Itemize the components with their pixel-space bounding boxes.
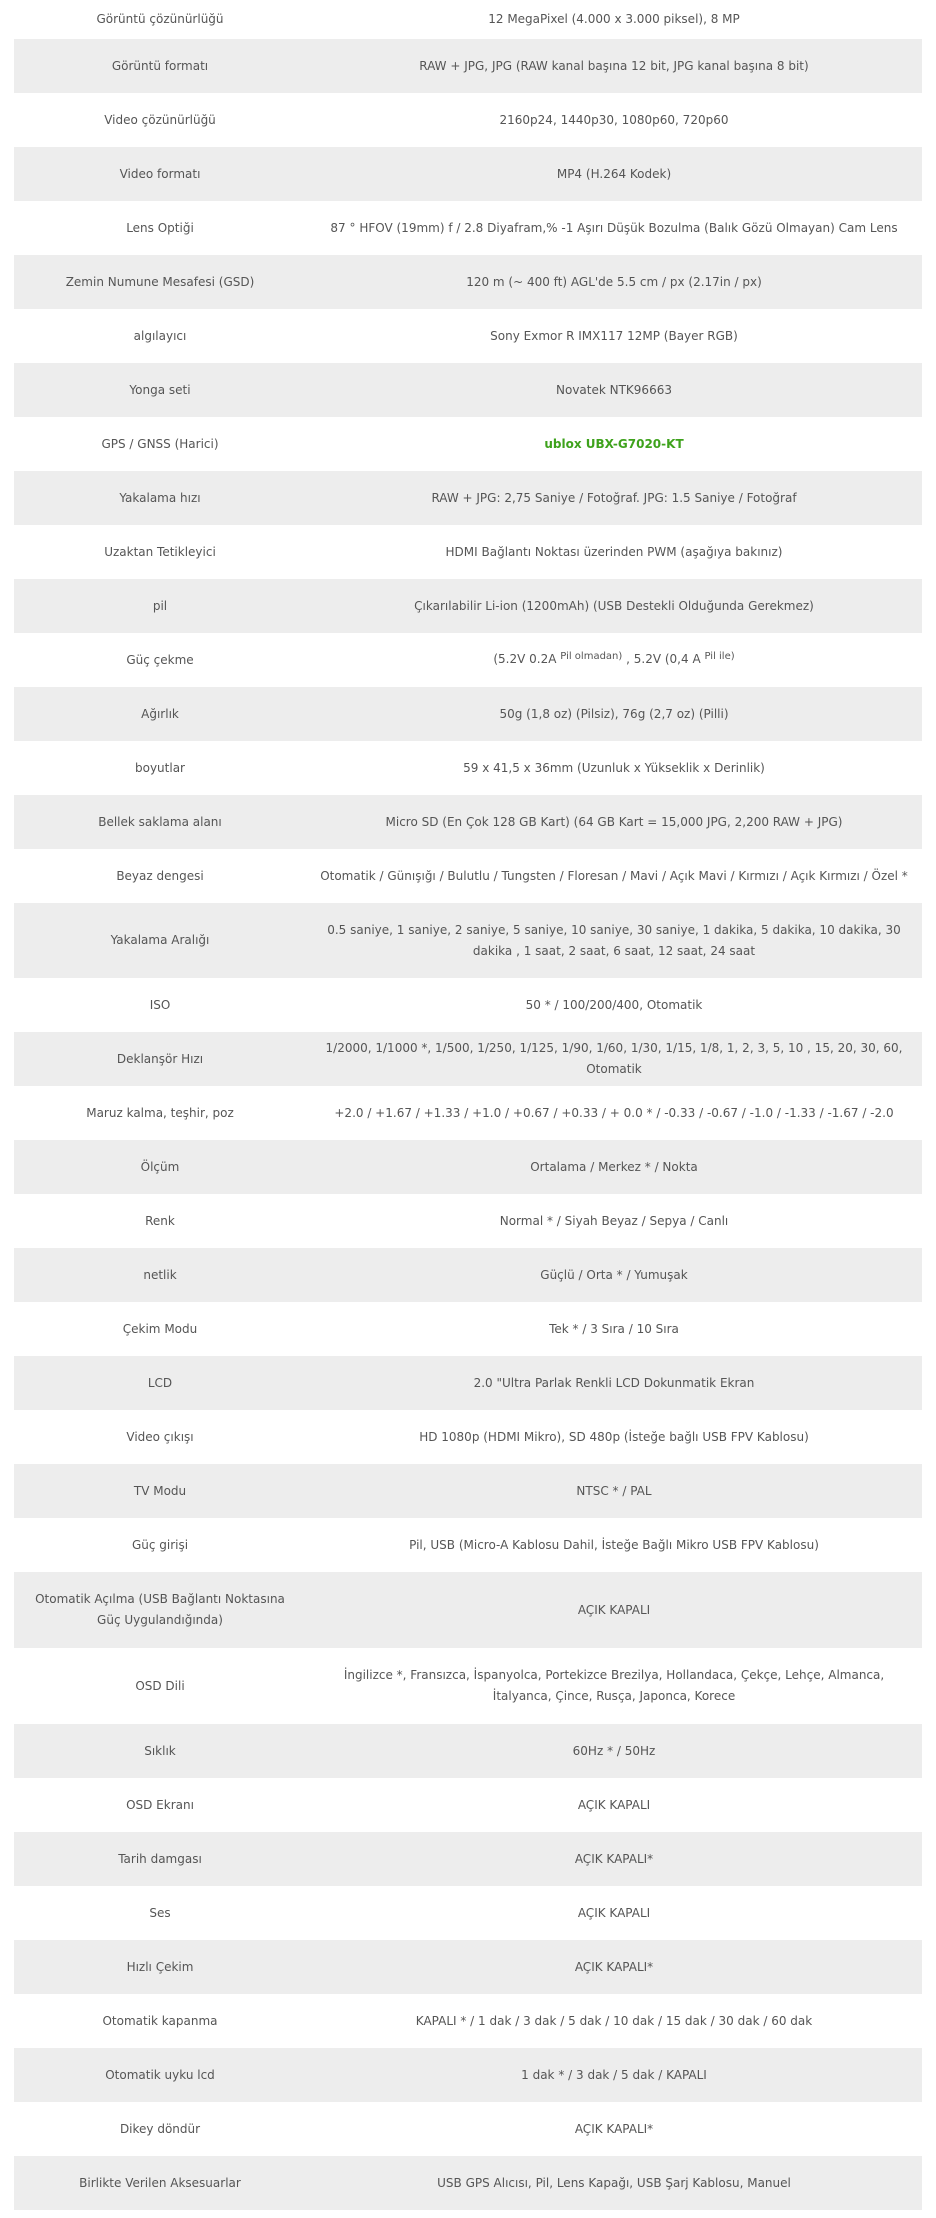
spec-value: HDMI Bağlantı Noktası üzerinden PWM (aşağıya bakınız) bbox=[445, 544, 783, 559]
spec-label: Ses bbox=[149, 1905, 171, 1920]
spec-label: Lens Optiği bbox=[126, 220, 194, 235]
spec-value bbox=[306, 434, 922, 455]
spec-value: AÇIK KAPALI* bbox=[574, 1851, 654, 1866]
spec-value: Pil, USB (Micro-A Kablosu Dahil, İsteğe Bağlı Mikro USB FPV Kablosu) bbox=[409, 1537, 819, 1552]
spec-value: 87 ° HFOV (19mm) f / 2.8 Diyafram,% -1 Aşırı Düşük Bozulma (Balık Gözü Olmayan) Cam Lens bbox=[330, 220, 898, 235]
spec-value: Normal * / Siyah Beyaz / Sepya / Canlı bbox=[499, 1213, 729, 1228]
power-draw-note: Pil olmadan) bbox=[560, 651, 623, 662]
table-row bbox=[14, 1572, 922, 1648]
spec-label: Deklanşör Hızı bbox=[116, 1051, 204, 1066]
table-row bbox=[14, 1648, 922, 1724]
spec-value: KAPALI * / 1 dak / 3 dak / 5 dak / 10 dak / 15 dak / 30 dak / 60 dak bbox=[415, 2013, 813, 2028]
spec-label: Güç girişi bbox=[131, 1537, 189, 1552]
spec-value: Sony Exmor R IMX117 12MP (Bayer RGB) bbox=[490, 328, 738, 343]
spec-label: Tarih damgası bbox=[118, 1851, 202, 1866]
spec-value: 59 x 41,5 x 36mm (Uzunluk x Yükseklik x Derinlik) bbox=[463, 760, 765, 775]
spec-value: +2.0 / +1.67 / +1.33 / +1.0 / +0.67 / +0.33 / + 0.0 * / -0.33 / -0.67 / -1.0 / -1.33 / -1.67 / -2.0 bbox=[334, 1105, 894, 1120]
table-row bbox=[14, 978, 922, 1032]
table-row bbox=[14, 1356, 922, 1410]
table-row bbox=[14, 1464, 922, 1518]
table-row bbox=[14, 579, 922, 633]
spec-label: Uzaktan Tetikleyici bbox=[104, 544, 216, 559]
spec-label: Görüntü formatı bbox=[111, 58, 209, 73]
spec-value: İngilizce *, Fransızca, İspanyolca, Portekizce Brezilya, Hollandaca, Çekçe, Lehçe, Almanca, İtalyanca, Çince, Rusça, Japonca, Korece bbox=[343, 1668, 885, 1703]
spec-label: Yonga seti bbox=[129, 382, 191, 397]
table-row bbox=[14, 687, 922, 741]
table-row bbox=[14, 147, 922, 201]
spec-value: Micro SD (En Çok 128 GB Kart) (64 GB Kart = 15,000 JPG, 2,200 RAW + JPG) bbox=[385, 814, 843, 829]
table-row bbox=[14, 1032, 922, 1086]
spec-value: 0.5 saniye, 1 saniye, 2 saniye, 5 saniye, 10 saniye, 30 saniye, 1 dakika, 5 dakika, 10 dakika, 30 dakika , 1 saat, 2 saat, 6 saat, 12 saat, 24 saat bbox=[327, 922, 901, 958]
spec-label: Renk bbox=[145, 1213, 175, 1228]
spec-value: Novatek NTK96663 bbox=[556, 382, 672, 397]
spec-label: Zemin Numune Mesafesi (GSD) bbox=[65, 274, 255, 289]
spec-label: Yakalama hızı bbox=[119, 490, 201, 505]
table-row bbox=[14, 1248, 922, 1302]
spec-value: 12 MegaPixel (4.000 x 3.000 piksel), 8 MP bbox=[488, 12, 740, 26]
spec-value: 1/2000, 1/1000 *, 1/500, 1/250, 1/125, 1/90, 1/60, 1/30, 1/15, 1/8, 1, 2, 3, 5, 10 , 15, 20, 30, 60, Otomatik bbox=[325, 1041, 903, 1076]
table-row bbox=[14, 1724, 922, 1778]
spec-label: Sıklık bbox=[144, 1743, 176, 1758]
spec-label: Birlikte Verilen Aksesuarlar bbox=[79, 2175, 241, 2190]
table-row bbox=[14, 795, 922, 849]
spec-value: AÇIK KAPALI* bbox=[574, 2121, 654, 2136]
spec-label: Video çıkışı bbox=[126, 1429, 194, 1444]
spec-value: Güçlü / Orta * / Yumuşak bbox=[540, 1267, 688, 1282]
spec-label: pil bbox=[152, 598, 168, 613]
spec-label: Video formatı bbox=[119, 166, 201, 181]
table-row bbox=[14, 1140, 922, 1194]
spec-label: Otomatik uyku lcd bbox=[105, 2067, 215, 2082]
spec-value: 2.0 "Ultra Parlak Renkli LCD Dokunmatik Ekran bbox=[473, 1375, 755, 1390]
table-row bbox=[14, 93, 922, 147]
spec-value: Tek * / 3 Sıra / 10 Sıra bbox=[549, 1321, 679, 1336]
spec-label: boyutlar bbox=[135, 760, 185, 775]
table-row bbox=[14, 525, 922, 579]
table-row bbox=[14, 2102, 922, 2156]
spec-value: 2160p24, 1440p30, 1080p60, 720p60 bbox=[499, 112, 729, 127]
table-row bbox=[14, 849, 922, 903]
spec-label: Video çözünürlüğü bbox=[104, 112, 216, 127]
spec-value: 120 m (~ 400 ft) AGL'de 5.5 cm / px (2.17in / px) bbox=[466, 274, 762, 289]
spec-label: Otomatik Açılma (USB Bağlantı Noktasına Güç Uygulandığında) bbox=[35, 1592, 285, 1627]
spec-label: Güç çekme bbox=[126, 652, 194, 667]
spec-label: Çekim Modu bbox=[122, 1321, 198, 1336]
spec-label: GPS / GNSS (Harici) bbox=[101, 436, 219, 451]
table-row bbox=[14, 363, 922, 417]
spec-label: LCD bbox=[147, 1375, 173, 1390]
spec-value: HD 1080p (HDMI Mikro), SD 480p (İsteğe bağlı USB FPV Kablosu) bbox=[419, 1429, 809, 1444]
table-row bbox=[14, 1302, 922, 1356]
table-row bbox=[14, 1086, 922, 1140]
spec-label: Bellek saklama alanı bbox=[98, 814, 222, 829]
spec-value: 50 * / 100/200/400, Otomatik bbox=[525, 997, 703, 1012]
spec-value bbox=[306, 649, 922, 671]
spec-label: OSD Dili bbox=[135, 1678, 185, 1693]
spec-label: TV Modu bbox=[133, 1483, 187, 1498]
spec-label: Otomatik kapanma bbox=[102, 2013, 218, 2028]
spec-value: AÇIK KAPALI bbox=[577, 1602, 651, 1617]
spec-value: NTSC * / PAL bbox=[576, 1483, 652, 1498]
spec-label: algılayıcı bbox=[133, 328, 187, 343]
spec-value: 60Hz * / 50Hz bbox=[572, 1743, 656, 1758]
spec-value: USB GPS Alıcısı, Pil, Lens Kapağı, USB Şarj Kablosu, Manuel bbox=[437, 2175, 791, 2190]
table-row bbox=[14, 1940, 922, 1994]
spec-label: Ölçüm bbox=[140, 1159, 180, 1174]
table-row bbox=[14, 2048, 922, 2102]
table-row bbox=[14, 1194, 922, 1248]
spec-label: Maruz kalma, teşhir, poz bbox=[86, 1105, 234, 1120]
spec-value: 50g (1,8 oz) (Pilsiz), 76g (2,7 oz) (Pilli) bbox=[499, 706, 729, 721]
table-row bbox=[14, 1886, 922, 1940]
spec-label: Görüntü çözünürlüğü bbox=[96, 12, 224, 26]
power-draw-part: (5.2V 0.2A bbox=[493, 652, 557, 666]
power-draw-part: , 5.2V (0,4 A bbox=[626, 652, 701, 666]
table-row bbox=[14, 1518, 922, 1572]
table-row bbox=[14, 1994, 922, 2048]
spec-label: Hızlı Çekim bbox=[126, 1959, 194, 1974]
spec-label: ISO bbox=[149, 997, 171, 1012]
table-row bbox=[14, 39, 922, 93]
power-draw-note: Pil ile) bbox=[704, 651, 735, 662]
spec-value: Otomatik / Günışığı / Bulutlu / Tungsten / Floresan / Mavi / Açık Mavi / Kırmızı / Açık Kırmızı / Özel * bbox=[320, 868, 908, 883]
table-row bbox=[14, 741, 922, 795]
table-row bbox=[14, 1778, 922, 1832]
table-row bbox=[14, 255, 922, 309]
spec-label: Ağırlık bbox=[141, 706, 179, 721]
spec-value: RAW + JPG, JPG (RAW kanal başına 12 bit, JPG kanal başına 8 bit) bbox=[419, 58, 809, 73]
table-row bbox=[14, 471, 922, 525]
spec-label: Yakalama Aralığı bbox=[110, 933, 210, 947]
spec-label: Beyaz dengesi bbox=[116, 868, 204, 883]
table-row bbox=[14, 417, 922, 471]
spec-value: Ortalama / Merkez * / Nokta bbox=[530, 1159, 698, 1174]
spec-value: Çıkarılabilir Li-ion (1200mAh) (USB Destekli Olduğunda Gerekmez) bbox=[414, 598, 814, 613]
spec-value: MP4 (H.264 Kodek) bbox=[556, 166, 672, 181]
spec-value: 1 dak * / 3 dak / 5 dak / KAPALI bbox=[521, 2067, 707, 2082]
spec-value: AÇIK KAPALI bbox=[577, 1797, 651, 1812]
table-row bbox=[14, 903, 922, 978]
table-row bbox=[14, 309, 922, 363]
gps-module-link[interactable]: ublox UBX-G7020-KT bbox=[544, 436, 684, 451]
spec-table bbox=[14, 0, 922, 2210]
table-row bbox=[14, 1832, 922, 1886]
table-row bbox=[14, 633, 922, 687]
spec-label: netlik bbox=[143, 1267, 177, 1282]
spec-value: AÇIK KAPALI* bbox=[574, 1959, 654, 1974]
spec-label: Dikey döndür bbox=[119, 2121, 201, 2136]
table-row bbox=[14, 201, 922, 255]
spec-value: RAW + JPG: 2,75 Saniye / Fotoğraf. JPG: 1.5 Saniye / Fotoğraf bbox=[431, 490, 797, 505]
table-row bbox=[14, 2156, 922, 2210]
spec-value: AÇIK KAPALI bbox=[577, 1905, 651, 1920]
table-row bbox=[14, 1410, 922, 1464]
spec-label: OSD Ekranı bbox=[126, 1797, 194, 1812]
table-row bbox=[14, 0, 922, 39]
